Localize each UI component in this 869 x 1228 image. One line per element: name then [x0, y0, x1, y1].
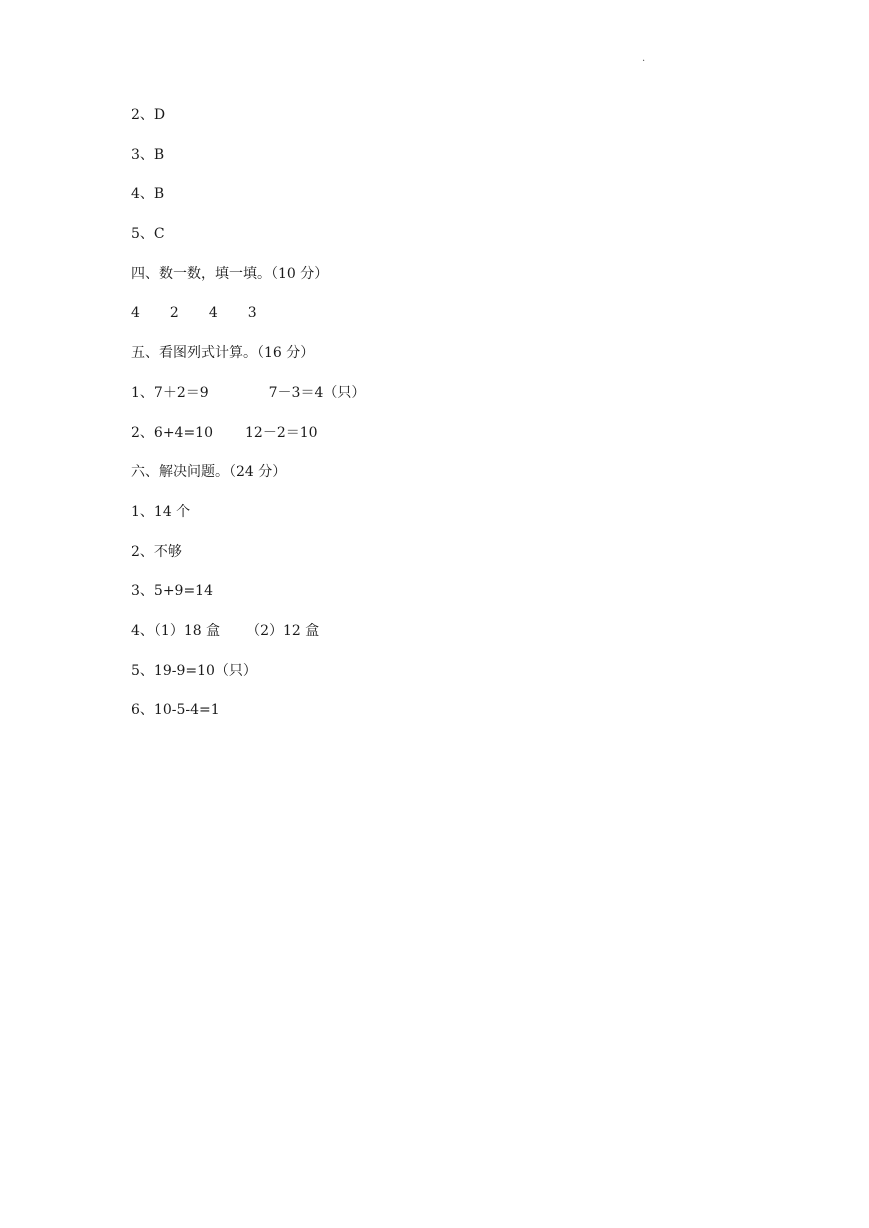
header-dot: . — [642, 53, 646, 64]
count-answer-3: 4 — [208, 305, 218, 322]
count-answer-4: 3 — [247, 305, 257, 322]
section-6-q1: 1、14 个 — [131, 503, 191, 520]
equation-2b: 12－2＝10 — [245, 424, 318, 441]
answer-content — [131, 103, 771, 738]
section-6-q2: 2、不够 — [131, 543, 182, 560]
section-6-q4 — [131, 619, 771, 659]
answer-4a: 4、（1）18 盒 — [131, 622, 221, 639]
count-answer-2: 2 — [169, 305, 179, 322]
answer-line-3-2: 2、D — [131, 107, 166, 123]
answer-line-3-4: 4、B — [131, 186, 165, 203]
section-5-title: 五、看图列式计算。（16 分） — [131, 345, 315, 362]
answer-line-3-3: 3、B — [131, 146, 165, 163]
section-6-q6: 6、10-5-4=1 — [131, 702, 220, 719]
count-answer-1: 4 — [131, 305, 140, 322]
answer-line-3-5: 5、C — [131, 226, 165, 243]
equation-1b: 7－3＝4（只） — [268, 384, 366, 401]
section-5-q2 — [131, 421, 771, 461]
section-5-q1 — [131, 381, 771, 421]
equation-2a: 2、6+4=10 — [131, 424, 213, 441]
section-6-q3: 3、5+9=14 — [131, 583, 213, 600]
section-6-title: 六、解决问题。（24 分） — [131, 464, 287, 481]
section-4-title: 四、数一数，填一填。（10 分） — [131, 265, 329, 282]
section-6-q5: 5、19-9=10（只） — [131, 662, 257, 679]
equation-1a: 1、7＋2＝9 — [131, 384, 209, 401]
answer-4b: （2）12 盒 — [246, 622, 320, 639]
section-4-answers — [131, 301, 771, 341]
